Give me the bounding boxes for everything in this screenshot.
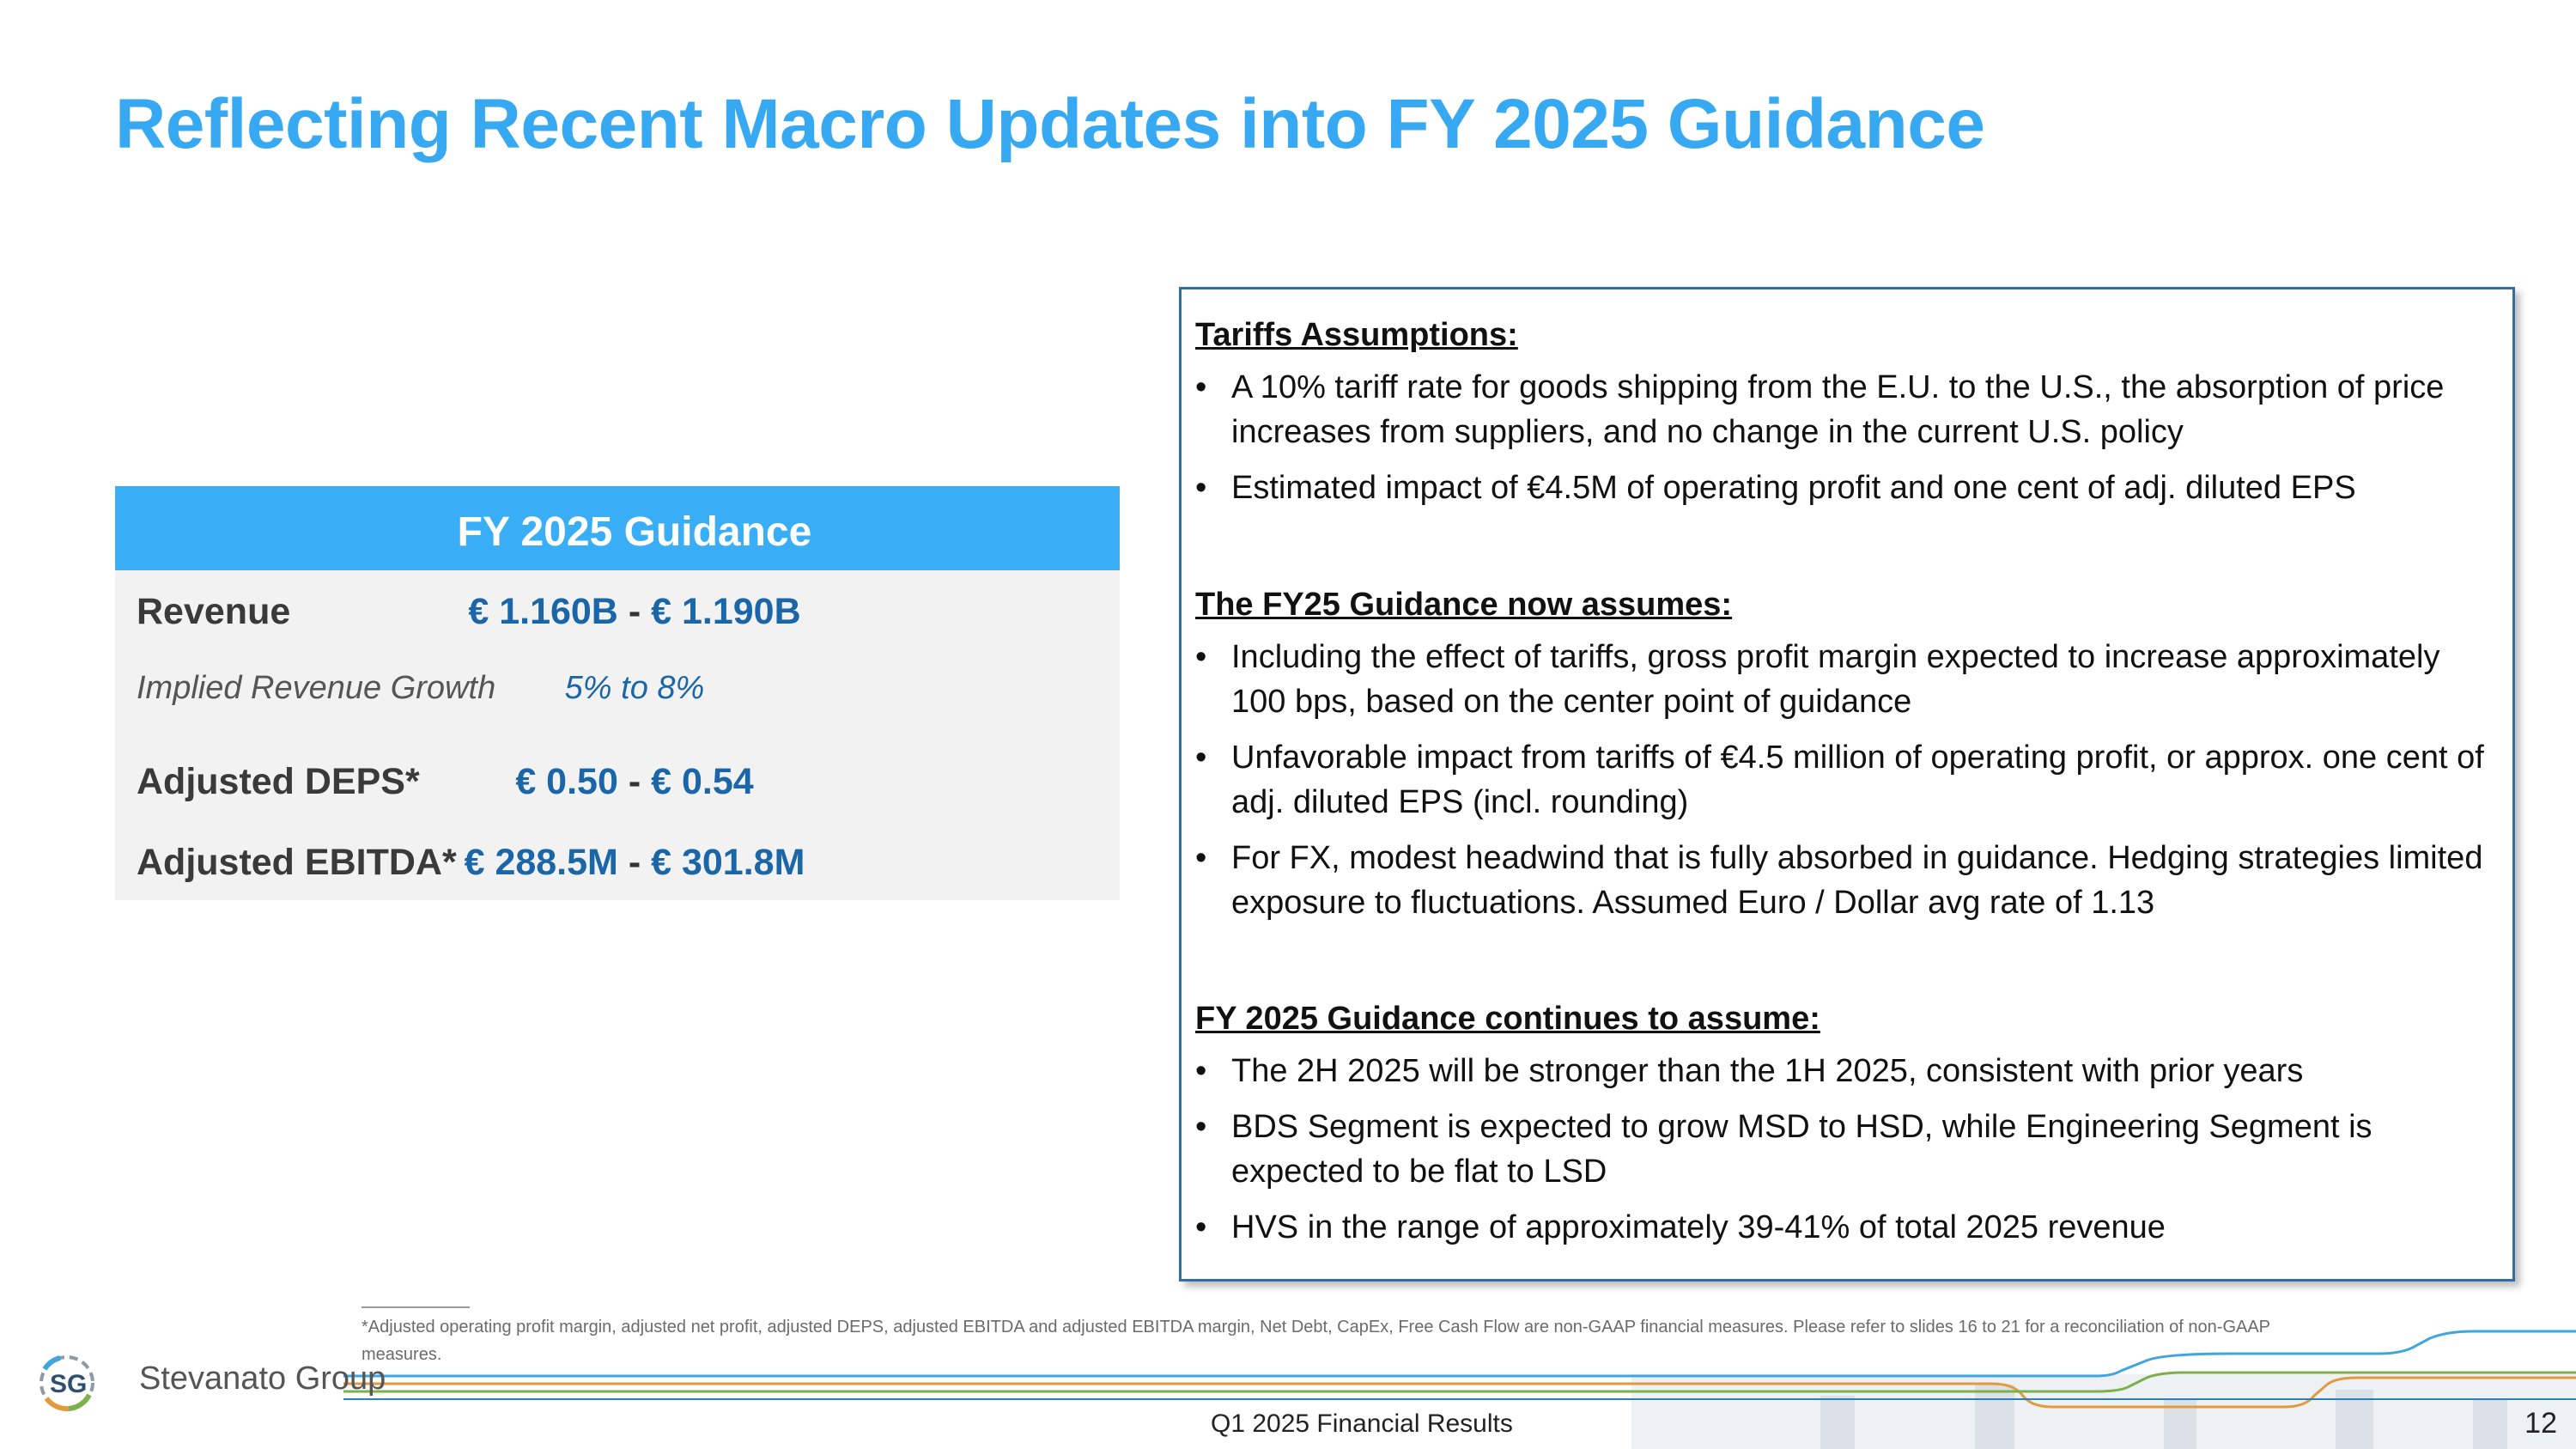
list-item: • For FX, modest headwind that is fully absorbed in guidance. Hedging strategies limited exposure to fluctuations. Assumed Euro / Dollar avg rate of 1.13 — [1195, 836, 2500, 925]
logo-mark-icon — [34, 1349, 103, 1417]
now-assumes-section — [1195, 587, 2500, 925]
row-value — [377, 842, 892, 884]
stevanato-logo — [34, 1349, 386, 1417]
value-low: € 288.5M — [464, 842, 618, 883]
page-number: 12 — [2524, 1407, 2557, 1440]
footnote: *Adjusted operating profit margin, adjusted net profit, adjusted DEPS, adjusted EBITDA and adjusted EBITDA margin, Net Debt, CapEx, Free Cash Flow are non-GAAP financial measures. Please refer to slides 16 to 21 for a reconciliation of non-GAAP measures. — [361, 1318, 2270, 1364]
list-item: • Including the effect of tariffs, gross profit margin expected to increase approximately 100 bps, based on the center point of guidance — [1195, 635, 2500, 724]
row-value — [377, 761, 892, 803]
value-separator: - — [628, 761, 641, 802]
list-item: • HVS in the range of approximately 39-41% of total 2025 revenue — [1195, 1205, 2500, 1250]
footer-title: Q1 2025 Financial Results — [1211, 1409, 1513, 1438]
list-item: • A 10% tariff rate for goods shipping from the E.U. to the U.S., the absorption of price increases from suppliers, and no change in the current U.S. policy — [1195, 365, 2500, 454]
value-high: € 301.8M — [651, 842, 805, 883]
row-label: Adjusted EBITDA* — [137, 842, 457, 883]
value-separator: - — [628, 842, 641, 883]
list-item: • BDS Segment is expected to grow MSD to HSD, while Engineering Segment is expected to be flat to LSD — [1195, 1105, 2500, 1194]
value-low: € 1.160B — [468, 591, 618, 632]
section-title: The FY25 Guidance now assumes: — [1195, 587, 1733, 623]
row-label: Implied Revenue Growth — [137, 670, 496, 706]
row-label: Revenue — [137, 591, 291, 632]
section-title: FY 2025 Guidance continues to assume: — [1195, 1001, 1820, 1037]
table-header-label: FY 2025 Guidance — [457, 509, 812, 555]
value-separator: - — [628, 591, 641, 632]
value-high: € 1.190B — [651, 591, 801, 632]
value-low: € 0.50 — [515, 761, 618, 802]
footnote-divider — [361, 1306, 470, 1308]
guidance-table — [115, 486, 1120, 900]
row-value: 5% to 8% — [564, 670, 705, 706]
row-label: Adjusted DEPS* — [137, 761, 420, 802]
table-header — [115, 486, 1120, 570]
assumptions-box — [1179, 287, 2515, 1282]
row-value — [377, 591, 892, 633]
table-body — [115, 570, 1120, 900]
continues-section — [1195, 1001, 2500, 1250]
tariffs-section — [1195, 317, 2500, 510]
logo-mark-text: SG — [50, 1370, 88, 1398]
list-item: • The 2H 2025 will be stronger than the 1H 2025, consistent with prior years — [1195, 1049, 2500, 1093]
slide-title: Reflecting Recent Macro Updates into FY 2025 Guidance — [115, 85, 1985, 163]
footer-image-band — [1631, 1374, 2576, 1449]
footer-line-blue — [343, 1331, 2576, 1376]
section-title: Tariffs Assumptions: — [1195, 317, 1518, 353]
list-item: • Estimated impact of €4.5M of operating profit and one cent of adj. diluted EPS — [1195, 466, 2500, 510]
value-high: € 0.54 — [651, 761, 754, 802]
logo-name: Stevanato Group — [139, 1361, 386, 1397]
list-item: • Unfavorable impact from tariffs of €4.5 million of operating profit, or approx. one cent of adj. diluted EPS (incl. rounding) — [1195, 735, 2500, 825]
